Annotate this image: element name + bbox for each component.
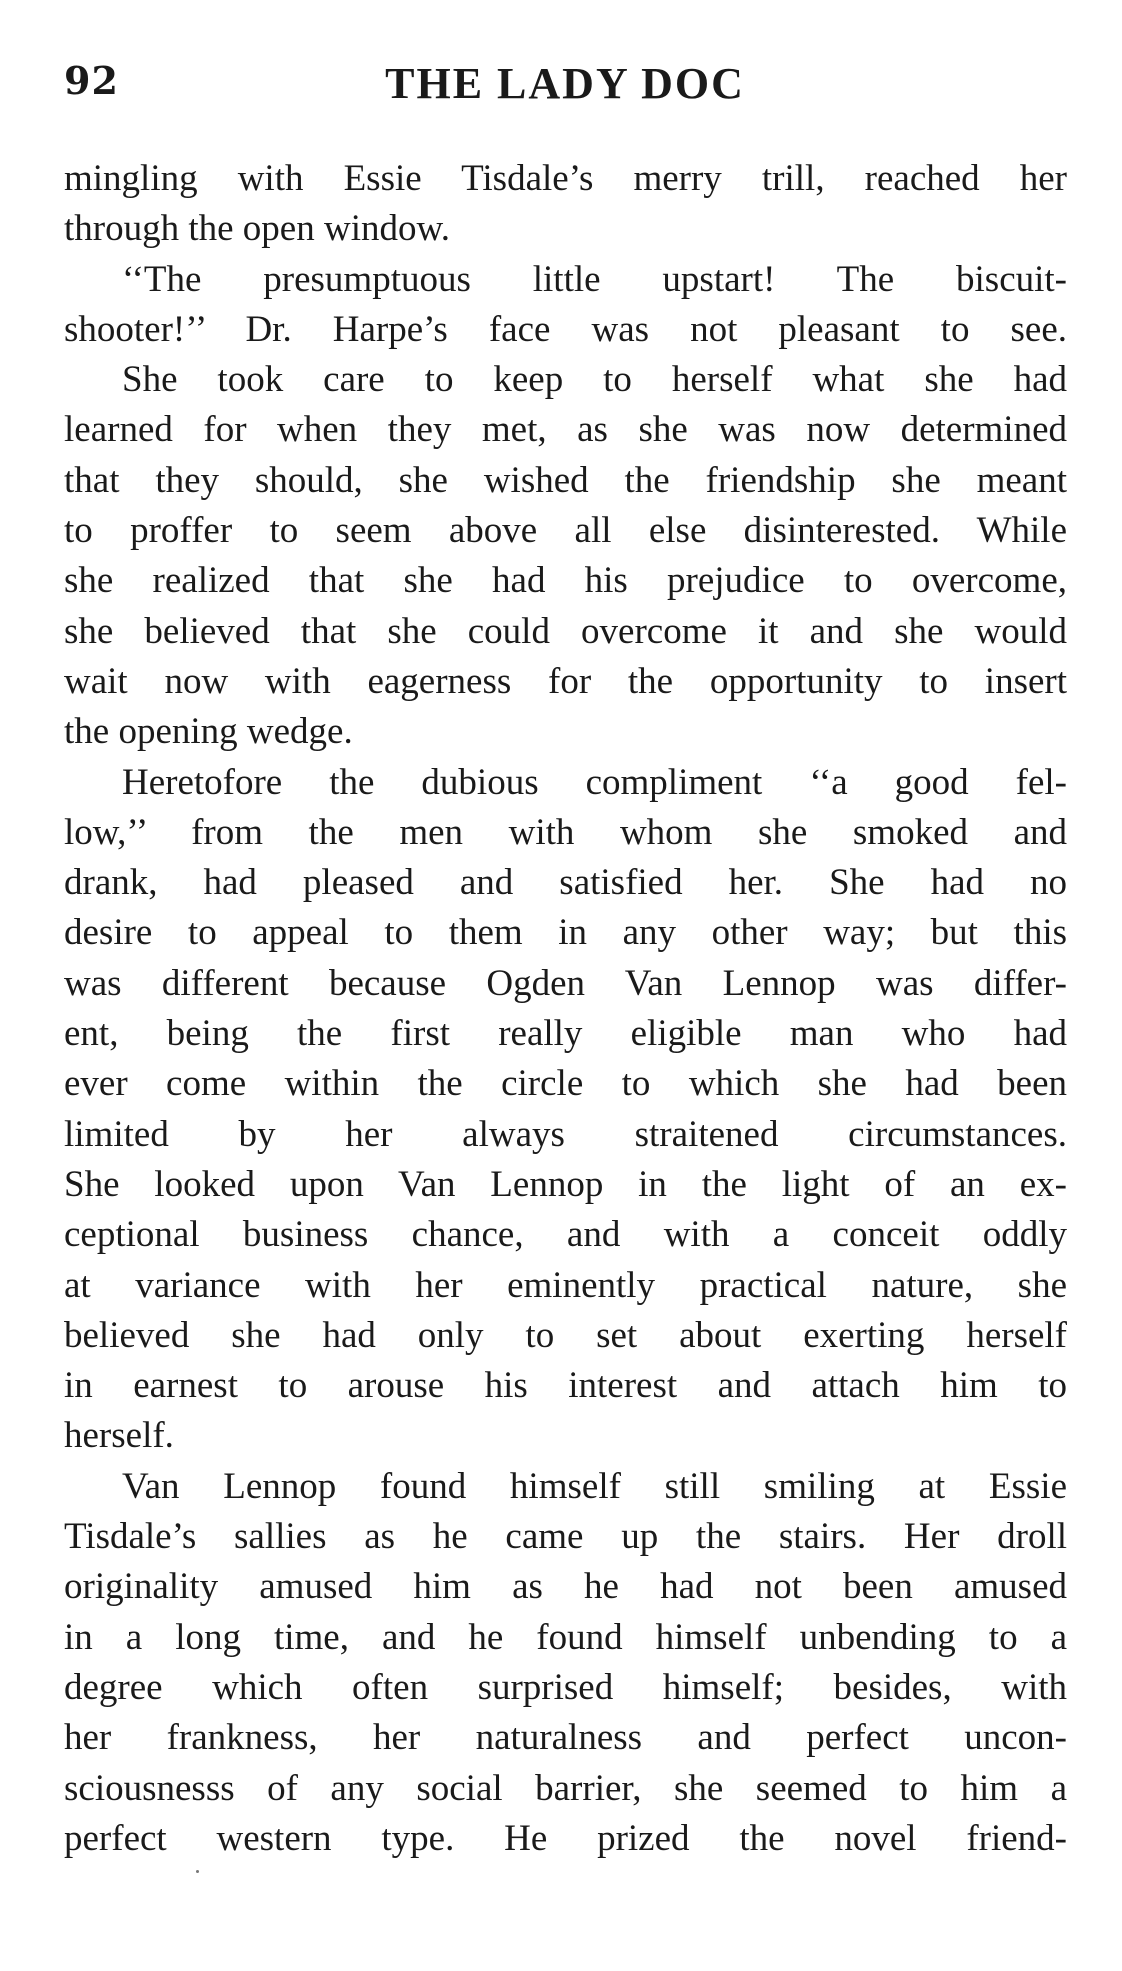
text-line: Van Lennop found himself still smiling at Essie [122, 1465, 1067, 1507]
body-text [64, 154, 1067, 1864]
page-number: 92 [64, 58, 119, 103]
text-line: Heretofore the dubious compliment ‘‘a good fel- [122, 761, 1067, 803]
text-line: she believed that she could overcome it and she would [64, 610, 1067, 652]
text-line: drank, had pleased and satisfied her. She had no [64, 862, 1067, 904]
text-line: she realized that she had his prejudice to overcome, [64, 560, 1067, 602]
text-line: through the open window. [64, 208, 451, 250]
text-line: was different because Ogden Van Lennop was differ- [64, 962, 1067, 1004]
text-line: She took care to keep to herself what she had [122, 359, 1067, 401]
text-line: ever come within the circle to which she had been [64, 1063, 1067, 1105]
text-line: Tisdale’s sallies as he came up the stairs. Her droll [64, 1516, 1067, 1558]
text-line: degree which often surprised himself; besides, with [64, 1666, 1067, 1708]
text-line: believed she had only to set about exerting herself [64, 1314, 1067, 1356]
text-line: mingling with Essie Tisdale’s merry trill, reached her [64, 158, 1067, 199]
text-line: ent, being the first really eligible man who had [64, 1013, 1067, 1055]
text-line: ceptional business chance, and with a conceit oddly [64, 1214, 1067, 1256]
text-line: that they should, she wished the friendship she meant [64, 459, 1067, 501]
text-line: desire to appeal to them in any other way; but this [64, 912, 1067, 954]
text-line: sciousnesss of any social barrier, she seemed to him a [64, 1767, 1067, 1809]
text-line: herself. [64, 1415, 174, 1457]
paper-speck [196, 1870, 199, 1873]
text-line: wait now with eagerness for the opportunity to insert [64, 660, 1067, 702]
text-line: shooter!’’ Dr. Harpe’s face was not pleasant to see. [64, 308, 1067, 350]
text-line: originality amused him as he had not been amused [64, 1566, 1067, 1608]
text-line: at variance with her eminently practical nature, she [64, 1264, 1067, 1306]
text-line: to proffer to seem above all else disinterested. While [64, 510, 1067, 552]
text-line: ‘‘The presumptuous little upstart! The biscuit- [122, 258, 1067, 300]
running-head [64, 58, 1066, 108]
text-line: the opening wedge. [64, 711, 353, 753]
running-title: THE LADY DOC [385, 59, 745, 108]
text-line: She looked upon Van Lennop in the light of an ex- [64, 1163, 1067, 1205]
text-line: her frankness, her naturalness and perfect uncon- [64, 1717, 1067, 1759]
text-line: perfect western type. He prized the novel friend- [64, 1817, 1067, 1859]
text-line: in earnest to arouse his interest and attach him to [64, 1365, 1067, 1407]
text-line: learned for when they met, as she was now determined [64, 409, 1067, 451]
text-line: low,’’ from the men with whom she smoked and [64, 811, 1067, 853]
text-line: in a long time, and he found himself unbending to a [64, 1616, 1067, 1658]
text-line: limited by her always straitened circumstances. [64, 1113, 1067, 1155]
